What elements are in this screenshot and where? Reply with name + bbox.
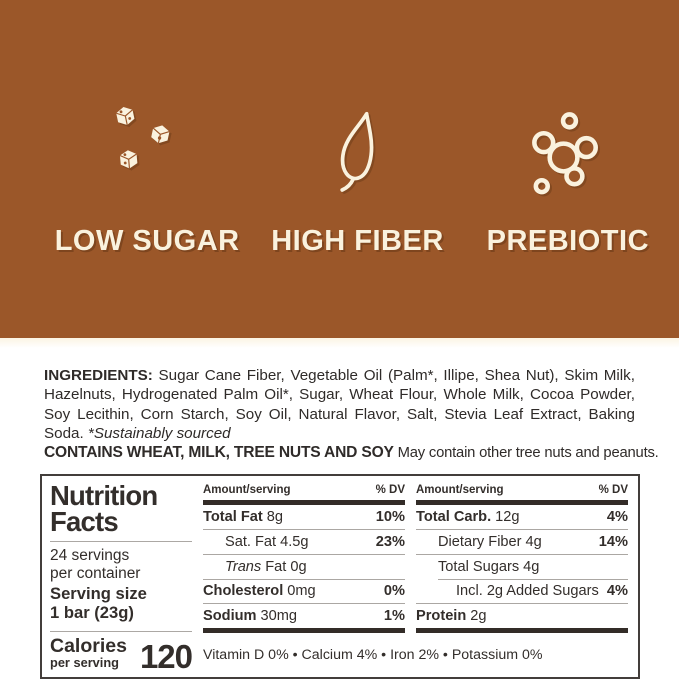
row-sodium: Sodium 30mg 1% [203,608,405,625]
nutrition-facts-panel [40,474,640,679]
calories-row [50,634,192,676]
nutrition-right-column [416,481,628,641]
row-sat-fat: Sat. Fat 4.5g 23% [225,533,405,550]
column-header: Amount/serving % DV [416,484,628,497]
ingredients-body: Sugar Cane Fiber, Vegetable Oil (Palm*, Illipe, Shea Nut), Skim Milk, Hazelnuts, Hydrogenated Palm Oil*, Sugar, Wheat Flour, Whole Milk, Cocoa Powder, Soy Lecithin, Corn Starch, Soy Oil, Natural Flavor, Salt, Stevia Leaf Extract, Baking Soda. [44,367,635,442]
servings-per-container: 24 servings per container [50,547,141,582]
thick-bar [416,628,628,633]
sugar-cubes-icon [97,92,197,212]
feature-high-fiber [252,92,462,338]
label-content [0,338,679,679]
nutrition-facts-title: Nutrition Facts [50,480,158,538]
feature-low-sugar [42,92,252,338]
feature-label-prebiotic: PREBIOTIC [486,225,650,257]
allergen-statement [44,444,659,462]
row-trans-fat: Trans Fat 0g [225,558,307,575]
ingredients-paragraph [44,366,635,443]
row-total-sugars: Total Sugars 4g [438,558,540,575]
thick-bar [203,628,405,633]
ingredients-heading: INGREDIENTS: [44,367,153,384]
divider [50,541,192,542]
row-total-carb: Total Carb. 12g 4% [416,509,628,526]
divider [50,631,192,632]
nutrition-middle-column [203,481,405,641]
serving-size: Serving size 1 bar (23g) [50,584,147,623]
feature-banner [0,0,679,338]
leaf-icon [320,92,394,212]
column-header: Amount/serving % DV [203,484,405,497]
feature-prebiotic [463,92,673,338]
contains-rest-text: May contain other tree nuts and peanuts. [393,445,659,462]
sustainably-sourced-note: *Sustainably sourced [87,424,231,442]
vitamins-minerals-line: Vitamin D 0% • Calcium 4% • Iron 2% • Potassium 0% [203,646,543,663]
contains-bold-text: CONTAINS WHEAT, MILK, TREE NUTS AND SOY [44,444,394,462]
row-dietary-fiber: Dietary Fiber 4g 14% [438,533,628,550]
calories-label: Calories per serving [50,634,127,671]
row-added-sugars: Incl. 2g Added Sugars 4% [456,583,628,600]
feature-label-low-sugar: LOW SUGAR [54,225,240,257]
nutrition-facts-left-column [50,480,192,676]
row-cholesterol: Cholesterol 0mg 0% [203,583,405,600]
calories-value: 120 [139,638,192,676]
feature-label-high-fiber: HIGH FIBER [271,225,444,257]
row-protein: Protein 2g [416,608,487,625]
molecule-icon [521,92,615,212]
row-total-fat: Total Fat 8g 10% [203,509,405,526]
